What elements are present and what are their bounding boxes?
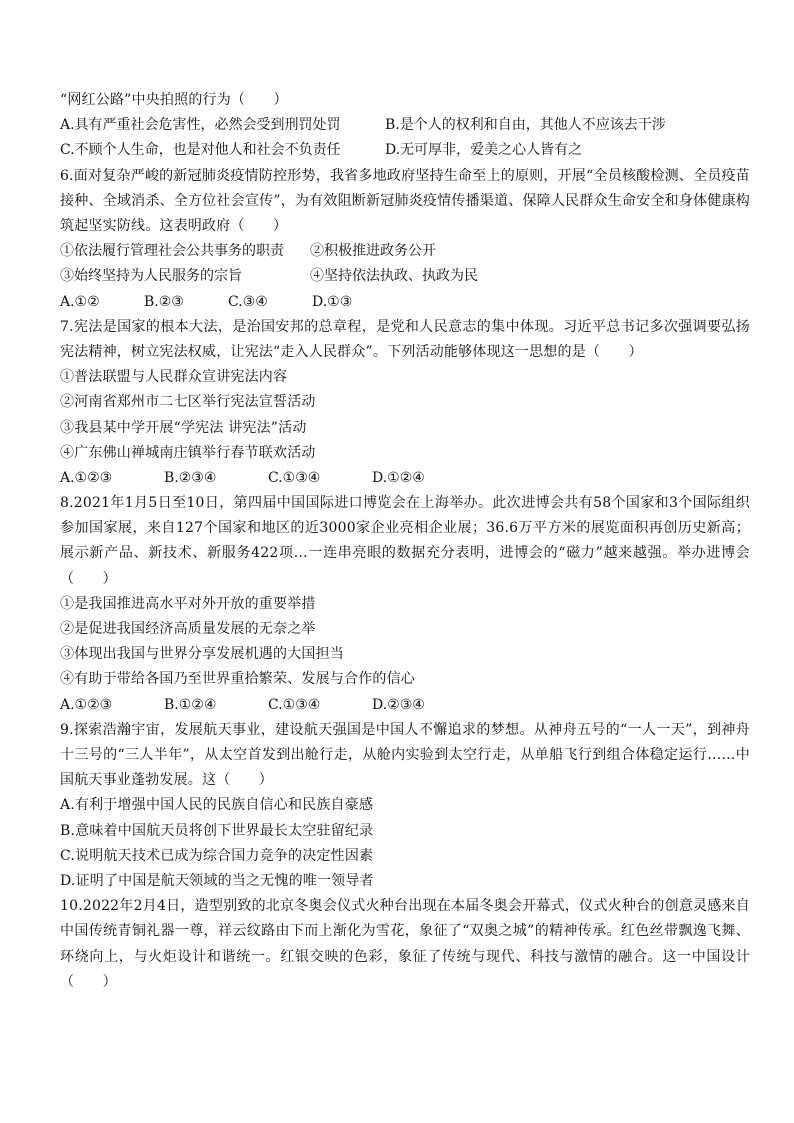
question-6-options xyxy=(60,290,750,315)
question-6-item-1: ①依法履行管理社会公共事务的职责 xyxy=(60,243,284,260)
question-6-items-row-1 xyxy=(60,239,750,264)
question-7-stem: 7.宪法是国家的根本大法，是治国安邦的总章程，是党和人民意志的集中体现。习近平总书记多次强调要弘扬宪法精神，树立宪法权威，让宪法“走入人民群众”。下列活动能够体现这一思想的是（ ） xyxy=(60,318,750,360)
question-5-option-a: A.具有严重社会危害性，必然会受到刑罚处罚 xyxy=(60,117,341,134)
question-6-stem: 6.面对复杂严峻的新冠肺炎疫情防控形势，我省多地政府坚持生命至上的原则，开展“全员核酸检测、全员疫苗接种、全域消杀、全方位社会宣传”，为有效阻断新冠肺炎疫情传播渠道、保障人民群众生命安全和身体健康构筑起坚实防线。这表明政府（ ） xyxy=(60,167,750,234)
question-8-options xyxy=(60,693,750,718)
question-8-item-3: ③体现出我国与世界分享发展机遇的大国担当 xyxy=(60,646,344,663)
question-5-options-row-2 xyxy=(60,138,750,163)
question-10-stem: 10.2022年2月4日，造型别致的北京冬奥会仪式火种台出现在本届冬奥会开幕式，仪式火种台的创意灵感来自中国传统青铜礼器一尊，祥云纹路由下而上渐化为雪花，象征了“双奥之城”的精神传承。红色丝带飘逸飞舞、环绕向上，与火炬设计和谐统一。红银交映的色彩，象征了传统与现代、科技与激情的融合。这一中国设计（ ） xyxy=(60,898,750,990)
question-6-option-b: B.②③ xyxy=(144,293,184,310)
question-7-options xyxy=(60,466,750,491)
question-6-items-row-2 xyxy=(60,264,750,289)
question-5-options-row-1 xyxy=(60,113,750,138)
question-9-stem: 9.探索浩瀚宇宙，发展航天事业，建设航天强国是中国人不懈追求的梦想。从神舟五号的“一人一天”，到神舟十三号的“三人半年”，从太空首发到出舱行走，从舱内实验到太空行走，从单船飞行到组合体稳定运行……中国航天事业蓬勃发展。这（ ） xyxy=(60,721,750,789)
question-7-item-1: ①普法联盟与人民群众宣讲宪法内容 xyxy=(60,369,288,386)
question-6-option-d: D.①③ xyxy=(312,293,353,310)
question-7-option-a: A.①②③ xyxy=(60,469,113,486)
question-7-option-d: D.①②④ xyxy=(372,469,425,486)
question-8-option-c: C.①③④ xyxy=(268,696,321,713)
question-8-item-4: ④有助于带给各国乃至世界重拾繁荣、发展与合作的信心 xyxy=(60,671,415,688)
question-6-option-a: A.①② xyxy=(60,293,100,310)
question-5-stem-tail: “网红公路”中央拍照的行为（ ） xyxy=(60,92,288,108)
question-7-option-c: C.①③④ xyxy=(268,469,321,486)
question-8-option-b: B.①②④ xyxy=(164,696,217,713)
question-8-item-2: ②是促进我国经济高质量发展的无奈之举 xyxy=(60,621,316,638)
question-8-item-1: ①是我国推进高水平对外开放的重要举措 xyxy=(60,595,316,612)
question-5-option-b: B.是个人的权利和自由，其他人不应该去干涉 xyxy=(385,117,666,134)
question-6-item-4: ④坚持依法执政、执政为民 xyxy=(310,268,478,285)
question-7-item-3: ③我县某中学开展“学宪法 讲宪法”活动 xyxy=(60,419,307,436)
question-9-option-c: C.说明航天技术已成为综合国力竞争的决定性因素 xyxy=(60,847,374,864)
question-6-item-2: ②积极推进政务公开 xyxy=(310,243,436,260)
question-6-item-3: ③始终坚持为人民服务的宗旨 xyxy=(60,268,242,285)
question-7-option-b: B.②③④ xyxy=(164,469,217,486)
question-9-option-b: B.意味着中国航天员将创下世界最长太空驻留纪录 xyxy=(60,822,374,839)
question-9-option-d: D.证明了中国是航天领域的当之无愧的唯一领导者 xyxy=(60,873,374,889)
question-9-option-a: A.有利于增强中国人民的民族自信心和民族自豪感 xyxy=(60,797,374,814)
question-5-option-c: C.不顾个人生命，也是对他人和社会不负责任 xyxy=(60,142,341,159)
question-6-option-c: C.③④ xyxy=(228,293,268,310)
question-7-item-2: ②河南省郑州市二七区举行宪法宣誓活动 xyxy=(60,394,316,411)
question-8-option-d: D.②③④ xyxy=(372,696,425,713)
question-7-item-4: ④广东佛山禅城南庄镇举行春节联欢活动 xyxy=(60,444,316,461)
question-8-stem: 8.2021年1月5日至10日，第四届中国国际进口博览会在上海举办。此次进博会共有58个国家和3个国际组织参加国家展，来自127个国家和地区的近3000家企业亮相企业展；36.6万平方米的展览面积再创历史新高；展示新产品、新技术、新服务422项…一连串亮眼的数据充分表明，进博会的“磁力”越来越强。举办进博会（ ） xyxy=(60,495,750,587)
question-5-option-d: D.无可厚非，爱美之心人皆有之 xyxy=(385,142,583,159)
exam-page xyxy=(60,88,750,995)
question-8-option-a: A.①②③ xyxy=(60,696,113,713)
